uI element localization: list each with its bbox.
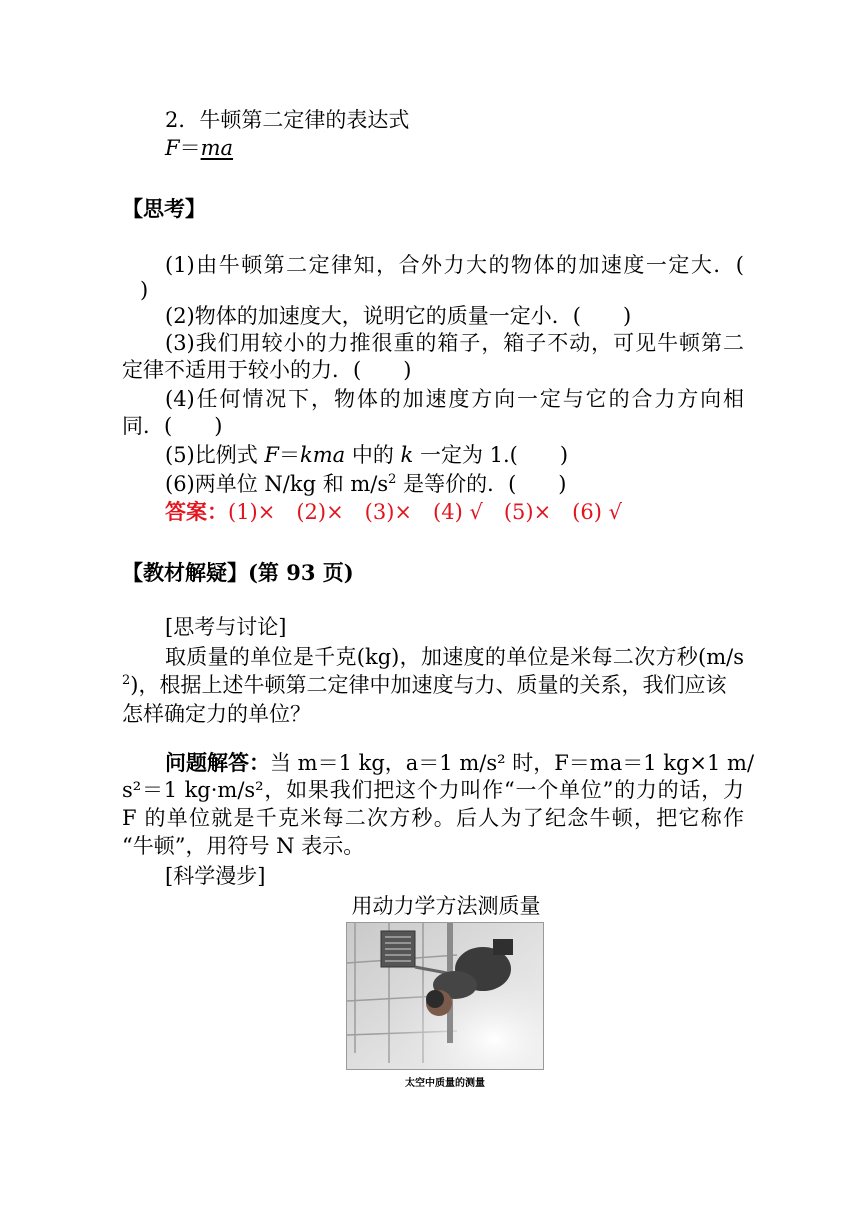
question-4-line-2: 同．( ) bbox=[122, 414, 223, 438]
discuss-label: [思考与讨论] bbox=[165, 615, 287, 639]
question-6: (6)两单位 N/kg 和 $m/s^2$ 是等价的．( ) bbox=[165, 472, 567, 496]
solution-line-4: “牛顿”，用符号 N 表示。 bbox=[122, 834, 365, 858]
discuss-line-1: 取质量的单位是千克(kg)，加速度的单位是米每二次方秒(m/s bbox=[165, 645, 744, 669]
science-label: [科学漫步] bbox=[165, 864, 266, 888]
section-heading: 2．牛顿第二定律的表达式 bbox=[165, 108, 410, 132]
question-1-line-1: (1)由牛顿第二定律知，合外力大的物体的加速度一定大．( bbox=[165, 253, 744, 277]
question-2: (2)物体的加速度大，说明它的质量一定小．( ) bbox=[165, 304, 632, 328]
formula: F＝ma bbox=[165, 136, 234, 160]
solution-line-1: 问题解答：当 m＝1 kg，a＝1 m/s² 时，F＝ma＝1 kg×1 m/ bbox=[165, 751, 755, 775]
photo-caption: 太空中质量的测量 bbox=[405, 1078, 485, 1089]
answer-label: 答案： bbox=[165, 500, 228, 524]
question-3-line-1: (3)我们用较小的力推很重的箱子，箱子不动，可见牛顿第二 bbox=[165, 331, 744, 355]
question-1-line-2: ) bbox=[140, 278, 149, 302]
photo-illustration bbox=[347, 923, 543, 1069]
figure-title: 用动力学方法测质量 bbox=[351, 894, 541, 918]
solution-label: 问题解答： bbox=[165, 751, 270, 775]
discuss-line-3: 怎样确定力的单位？ bbox=[122, 702, 311, 726]
question-3-line-2: 定律不适用于较小的力．( ) bbox=[122, 358, 412, 382]
solution-line-3: F 的单位就是千克米每二次方秒。后人为了纪念牛顿，把它称作 bbox=[122, 806, 744, 830]
think-title: 【思考】 bbox=[122, 197, 206, 221]
discuss-line-2: $^2$)，根据上述牛顿第二定律中加速度与力、质量的关系，我们应该 bbox=[122, 673, 727, 697]
answer-text: (1)× (2)× (3)× (4) √ (5)× (6) √ bbox=[228, 500, 622, 524]
question-4-line-1: (4)任何情况下，物体的加速度方向一定与它的合力方向相 bbox=[165, 387, 744, 411]
solution-line-2: s²＝1 kg·m/s²，如果我们把这个力叫作“一个单位”的力的话，力 bbox=[122, 778, 744, 802]
answer-line bbox=[165, 498, 744, 526]
space-mass-measurement-photo bbox=[346, 922, 544, 1070]
question-5: (5)比例式 F＝kma 中的 k 一定为 1.( ) bbox=[165, 443, 569, 467]
textbook-title: 【教材解疑】(第 93 页) bbox=[122, 560, 354, 585]
